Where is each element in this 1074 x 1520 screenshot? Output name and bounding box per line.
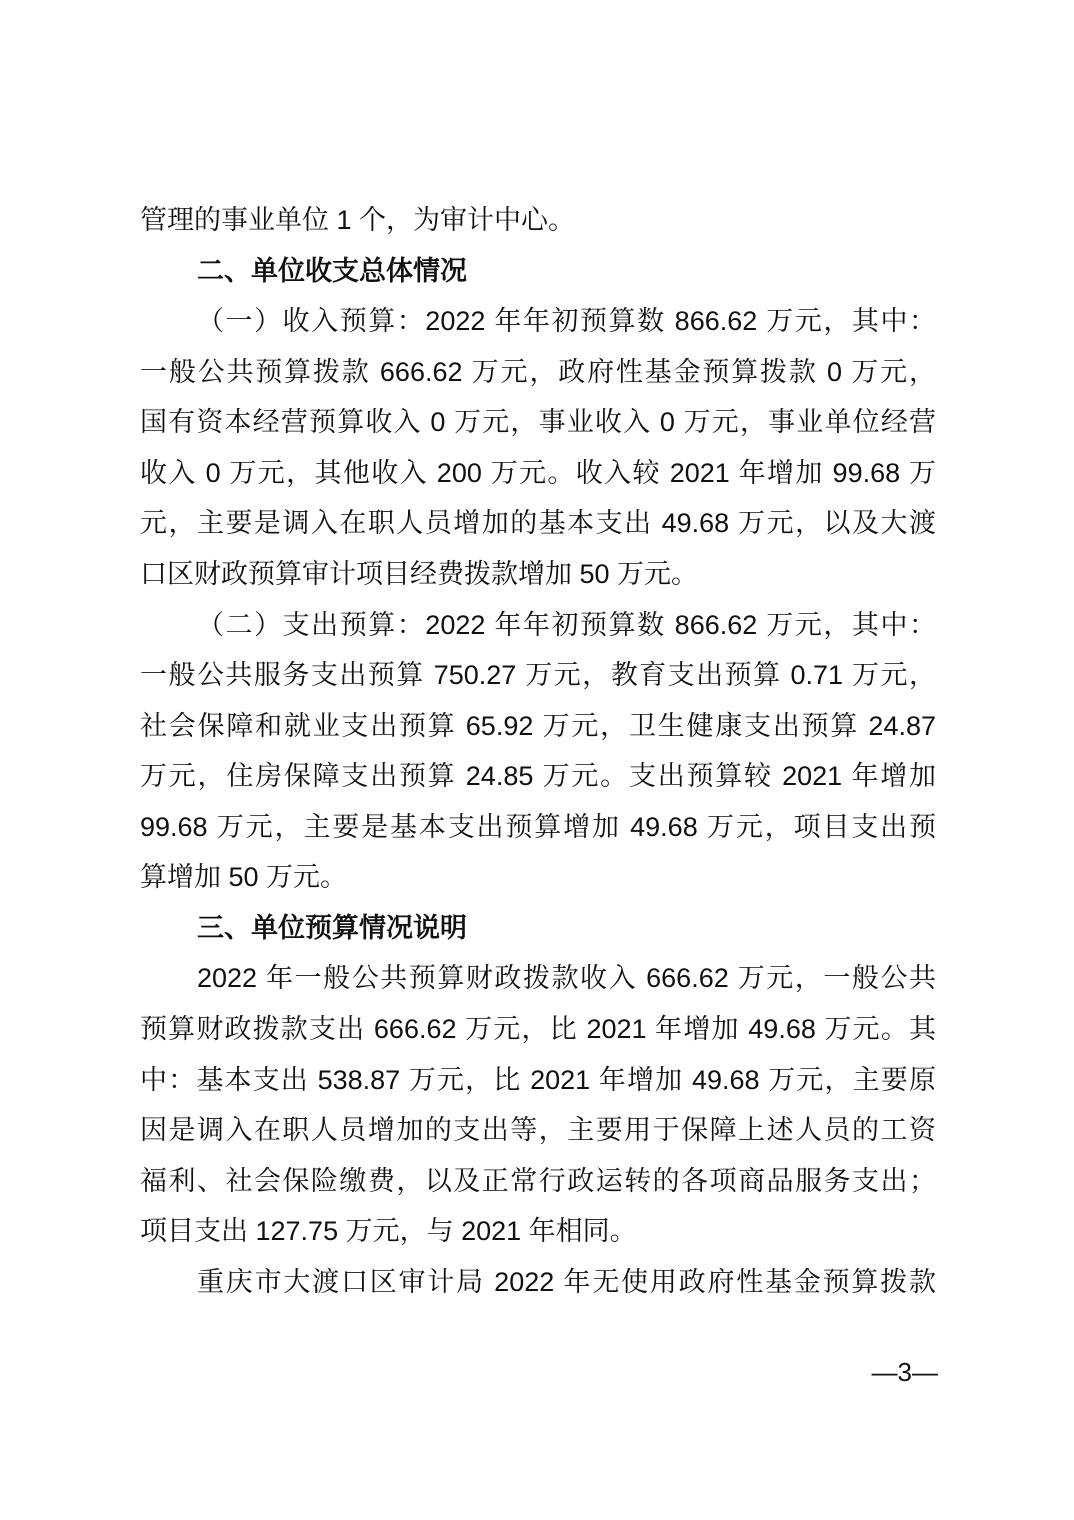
text-line: 管理的事业单位 1 个，为审计中心。 (140, 205, 576, 235)
paragraph (140, 953, 936, 1256)
text-line: 项目支出 127.75 万元，与 2021 年相同。 (140, 1216, 637, 1247)
section-heading (140, 246, 936, 297)
text-line: 2022 年一般公共预算财政拨款收入 666.62 万元，一般公共 (197, 963, 936, 994)
text-line: 算增加 50 万元。 (140, 862, 348, 893)
text-line: 三、单位预算情况说明 (197, 912, 467, 943)
text-line: 一般公共服务支出预算 750.27 万元，教育支出预算 0.71 万元， (140, 660, 936, 691)
paragraph (140, 296, 936, 599)
text-line: 社会保障和就业支出预算 65.92 万元，卫生健康支出预算 24.87 (140, 710, 936, 741)
text-line: （一）收入预算：2022 年年初预算数 866.62 万元，其中： (197, 306, 936, 337)
text-line: 一般公共预算拨款 666.62 万元，政府性基金预算拨款 0 万元， (140, 356, 936, 387)
text-line: 口区财政预算审计项目经费拨款增加 50 万元。 (140, 558, 699, 589)
text-line: 万元，住房保障支出预算 24.85 万元。支出预算较 2021 年增加 (140, 761, 936, 792)
text-line: 国有资本经营预算收入 0 万元，事业收入 0 万元，事业单位经营 (140, 407, 936, 438)
text-line: 元，主要是调入在职人员增加的基本支出 49.68 万元，以及大渡 (140, 508, 936, 539)
document-body (140, 195, 936, 1307)
paragraph (140, 600, 936, 903)
page-number: —3— (871, 1357, 938, 1387)
text-line: 收入 0 万元，其他收入 200 万元。收入较 2021 年增加 99.68 万 (140, 457, 936, 488)
section-heading (140, 903, 936, 954)
text-line: （二）支出预算：2022 年年初预算数 866.62 万元，其中： (197, 609, 936, 640)
text-line: 二、单位收支总体情况 (197, 255, 467, 286)
text-line: 中：基本支出 538.87 万元，比 2021 年增加 49.68 万元，主要原 (140, 1064, 936, 1095)
text-line: 重庆市大渡口区审计局 2022 年无使用政府性基金预算拨款 (197, 1266, 936, 1297)
paragraph (140, 1257, 936, 1308)
text-line: 福利、社会保险缴费，以及正常行政运转的各项商品服务支出； (140, 1165, 936, 1196)
paragraph (140, 195, 936, 246)
text-line: 预算财政拨款支出 666.62 万元，比 2021 年增加 49.68 万元。其 (140, 1014, 936, 1044)
text-line: 99.68 万元，主要是基本支出预算增加 49.68 万元，项目支出预 (140, 811, 936, 842)
text-line: 因是调入在职人员增加的支出等，主要用于保障上述人员的工资 (140, 1115, 936, 1146)
